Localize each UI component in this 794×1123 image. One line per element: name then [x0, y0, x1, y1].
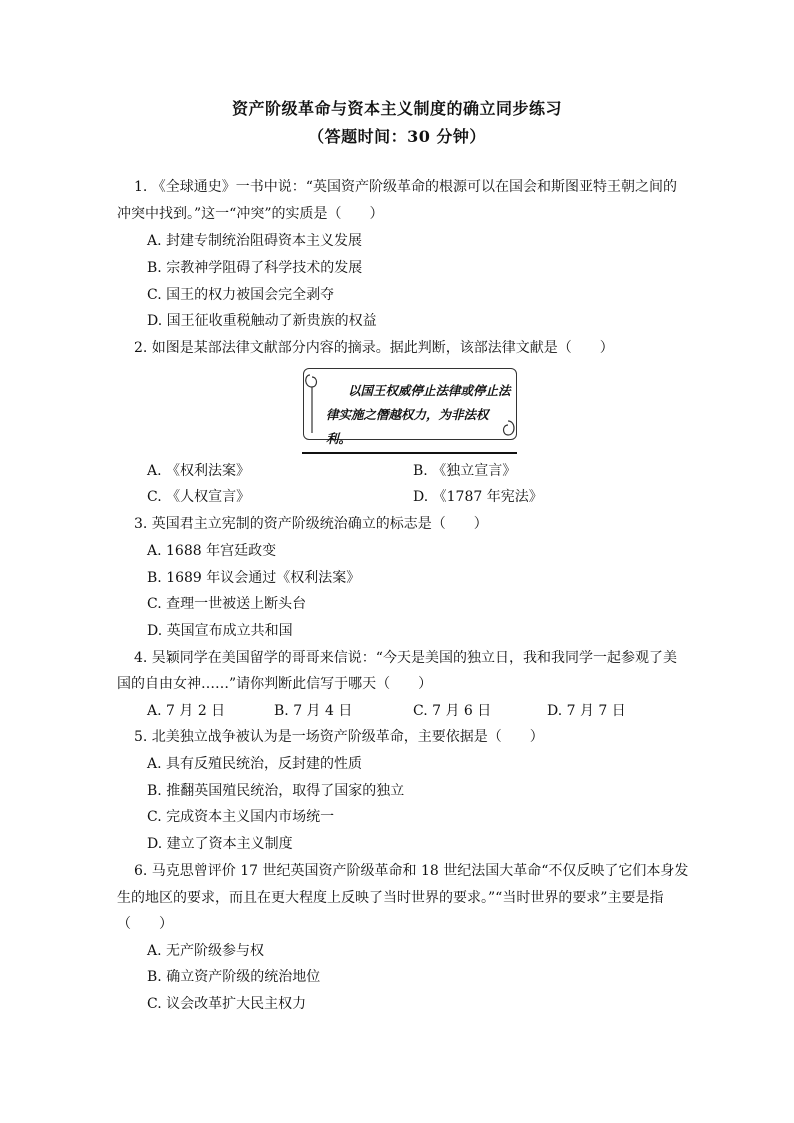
option-b: B. 7 月 4 日 [274, 703, 353, 719]
question-stem: 2. 如图是某部法律文献部分内容的摘录。据此判断，该部法律文献是（ ） [134, 340, 614, 356]
option-b: B. 《独立宣言》 [413, 463, 517, 479]
option-d: D. 《1787 年宪法》 [413, 489, 543, 505]
question-stem-cont: 冲突中找到。”这一“冲突”的实质是（ ） [117, 206, 384, 222]
option-a: A. 1688 年宫廷政变 [147, 543, 277, 559]
option-b: B. 确立资产阶级的统治地位 [147, 969, 321, 985]
option-d: D. 建立了资本主义制度 [147, 836, 293, 852]
option-b: B. 推翻英国殖民统治，取得了国家的独立 [147, 783, 405, 799]
question-stem: 5. 北美独立战争被认为是一场资产阶级革命，主要依据是（ ） [134, 729, 544, 745]
question-stem: 6. 马克思曾评价 17 世纪英国资产阶级革命和 18 世纪法国大革命“不仅反映了它们本身发 [134, 863, 689, 879]
question-stem-cont: 生的地区的要求，而且在更大程度上反映了当时世界的要求。”“当时世界的要求”主要是指 [117, 890, 664, 906]
option-a: A. 封建专制统治阻碍资本主义发展 [147, 233, 363, 249]
option-c: C. 《人权宣言》 [147, 489, 251, 505]
option-a: A. 无产阶级参与权 [147, 943, 265, 959]
page-subtitle: （答题时间：30 分钟） [308, 127, 486, 146]
option-c: C. 国王的权力被国会完全剥夺 [147, 287, 335, 303]
figure-base-rule [302, 452, 517, 454]
question-stem-cont: 国的自由女神……”请你判断此信写于哪天（ ） [117, 676, 433, 692]
page-title: 资产阶级革命与资本主义制度的确立同步练习 [231, 99, 562, 118]
question-stem-cont-2: （ ） [117, 916, 173, 932]
option-b: B. 1689 年议会通过《权利法案》 [147, 570, 361, 586]
option-d: D. 英国宣布成立共和国 [147, 623, 293, 639]
option-b: B. 宗教神学阻碍了科学技术的发展 [147, 260, 363, 276]
option-d: D. 国王征收重税触动了新贵族的权益 [147, 313, 377, 329]
option-d: D. 7 月 7 日 [547, 703, 626, 719]
question-stem: 4. 吴颖同学在美国留学的哥哥来信说：“今天是美国的独立日，我和我同学一起参观了美 [134, 650, 677, 666]
option-a: A. 具有反殖民统治，反封建的性质 [147, 756, 363, 772]
option-c: C. 完成资本主义国内市场统一 [147, 809, 335, 825]
question-stem: 3. 英国君主立宪制的资产阶级统治确立的标志是（ ） [134, 516, 488, 532]
option-c: C. 7 月 6 日 [413, 703, 492, 719]
question-stem: 1. 《全球通史》一书中说：“英国资产阶级革命的根源可以在国会和斯图亚特王朝之间的 [134, 179, 677, 195]
option-a: A. 7 月 2 日 [147, 703, 226, 719]
option-c: C. 查理一世被送上断头台 [147, 596, 307, 612]
scroll-figure [303, 368, 517, 446]
option-c: C. 议会改革扩大民主权力 [147, 996, 307, 1012]
scroll-excerpt: 以国王权威停止法律或停止法律实施之僭越权力，为非法权利。 [326, 383, 511, 446]
option-a: A. 《权利法案》 [147, 463, 251, 479]
